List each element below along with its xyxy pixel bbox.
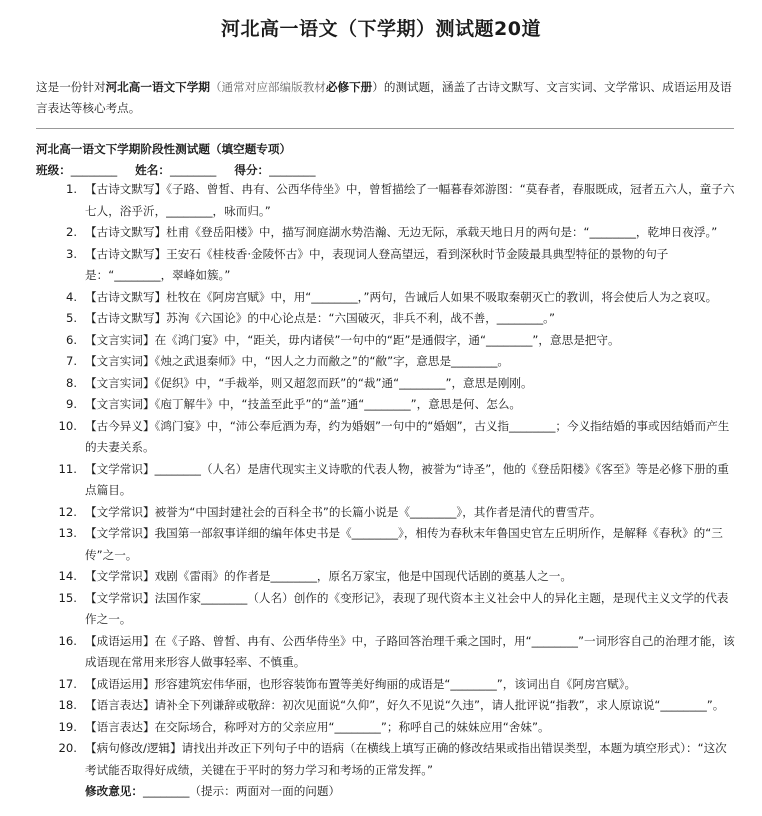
question-text: 【语言表达】请补全下列谦辞或敬辞：初次见面说“久仰”，好久不见说“久违”，请人批评说“指教”，求人原谅说“________”。 (85, 698, 725, 712)
question-number: 5. (65, 311, 77, 325)
question-list (36, 179, 736, 803)
question-number: 4. (65, 289, 77, 304)
question-number: 11. (58, 461, 77, 476)
question-text: 【文言实词】《促织》中，“手裁举，则又超忽而跃”的“裁”通“________”，意思是刚刚。 (85, 375, 533, 390)
question-number: 8. (65, 375, 77, 390)
fix-hint: （提示：两面对一面的问题） (189, 784, 341, 798)
question-text: 【文学常识】戏剧《雷雨》的作者是________，原名万家宝，他是中国现代话剧的奠基人之一。 (85, 569, 572, 583)
question-item (36, 674, 736, 696)
intro-bold-subject: 河北高一语文下学期 (105, 80, 210, 94)
class-blank: ________ (70, 163, 118, 177)
question-item (36, 330, 736, 352)
question-text: 【古诗文默写】杜甫《登岳阳楼》中，描写洞庭湖水势浩瀚、无边无际，承载天地日月的两句是：“________，乾坤日夜浮。” (85, 225, 718, 239)
question-item (36, 222, 736, 244)
question-item (36, 287, 736, 309)
fix-blank: ________ (142, 784, 190, 798)
section-title: 河北高一语文下学期阶段性测试题（填空题专项） (36, 142, 292, 156)
class-label: 班级： (36, 163, 71, 177)
question-item (36, 631, 736, 674)
score-blank: ________ (269, 163, 316, 177)
question-number: 7. (65, 354, 77, 368)
question-text: 【文学常识】法国作家________（人名）创作的《变形记》，表现了现代资本主义社会中人的异化主题，是现代主义文学的代表作之一。 (85, 590, 729, 626)
question-number: 2. (65, 225, 77, 239)
name-blank: ________ (169, 163, 217, 177)
question-item (36, 394, 736, 416)
question-text: 【文言实词】在《鸿门宴》中，“距关，毋内诸侯”一句中的“距”是通假字，通“________”，意思是把守。 (85, 332, 620, 347)
question-text: 【病句修改/逻辑】请找出并改正下列句子中的语病（在横线上填写正确的修改结果或指出错误类型，本题为填空形式）：“这次考试能否取得好成绩，关键在于平时的努力学习和考场的正常发挥。” (85, 741, 727, 777)
question-text: 【古诗文默写】《子路、曾皙、冉有、公西华侍坐》中，曾皙描绘了一幅暮春郊游图：“莫春者，春服既成，冠者五六人，童子六七人，浴乎沂，________，咏而归。” (85, 182, 735, 218)
question-number: 16. (58, 633, 77, 648)
question-text: 【文学常识】我国第一部叙事详细的编年体史书是《________》，相传为春秋末年鲁国史官左丘明所作，是解释《春秋》的“三传”之一。 (85, 526, 723, 562)
question-item (36, 566, 736, 588)
question-item (36, 717, 736, 739)
question-number: 20. (58, 741, 77, 755)
question-number: 18. (58, 698, 77, 712)
divider (36, 128, 734, 129)
intro-text: （通常对应部编版教材 (209, 80, 326, 94)
question-number: 9. (65, 397, 77, 411)
question-item (36, 373, 736, 395)
intro-text: 这是一份针对 (36, 80, 106, 94)
question-number: 15. (58, 590, 77, 605)
question-number: 6. (65, 332, 77, 347)
intro-bold-textbook: 必修下册 (325, 80, 373, 94)
question-item (36, 179, 736, 222)
question-item (36, 351, 736, 373)
question-text: 【文言实词】《庖丁解牛》中，“技盖至此乎”的“盖”通“________”，意思是何、怎么。 (85, 397, 522, 411)
question-number: 14. (58, 569, 77, 583)
question-item (36, 244, 736, 287)
question-number: 10. (58, 418, 77, 433)
question-text: 【成语运用】在《子路、曾皙、冉有、公西华侍坐》中，子路回答治理千乘之国时，用“________”一词形容自己的治理才能，该成语现在常用来形容人做事轻率、不慎重。 (85, 633, 735, 669)
question-text: 【古今异义】《鸿门宴》中，“沛公奉卮酒为寿，约为婚姻”一句中的“婚姻”，古义指________；今义指结婚的事或因结婚而产生的夫妻关系。 (85, 418, 730, 454)
question-text: 【文学常识】________（人名）是唐代现实主义诗歌的代表人物，被誉为“诗圣”，他的《登岳阳楼》《客至》等是必修下册的重点篇目。 (85, 461, 729, 497)
question-text: 【语言表达】在交际场合，称呼对方的父亲应用“________”；称呼自己的妹妹应用“舍妹”。 (85, 719, 550, 734)
question-item (36, 459, 736, 502)
question-text: 【古诗文默写】王安石《桂枝香·金陵怀古》中，表现词人登高望远，看到深秋时节金陵最具典型特征的景物的句子是：“________，翠峰如簇。” (85, 246, 669, 282)
question-text: 【古诗文默写】苏洵《六国论》的中心论点是：“六国破灭，非兵不利，战不善，________。” (85, 311, 555, 325)
question-number: 17. (58, 676, 77, 691)
question-item (36, 416, 736, 459)
fix-answer-row (85, 781, 736, 803)
question-number: 1. (65, 182, 77, 196)
question-number: 12. (58, 504, 77, 519)
question-item (36, 695, 736, 717)
intro-paragraph (36, 77, 736, 119)
question-text: 【文言实词】《烛之武退秦师》中，“因人之力而敝之”的“敝”字，意思是________。 (85, 354, 510, 368)
score-label: 得分： (234, 163, 270, 177)
question-item (36, 588, 736, 631)
fix-label: 修改意见： (85, 784, 143, 798)
page-title: 河北高一语文（下学期）测试题20道 (221, 18, 541, 40)
question-number: 13. (58, 526, 77, 540)
question-number: 19. (58, 719, 77, 734)
question-item (36, 523, 736, 566)
question-item (36, 308, 736, 330)
question-item (36, 738, 736, 781)
student-info-row (36, 162, 316, 178)
question-number: 3. (65, 246, 77, 261)
name-label: 姓名： (135, 163, 170, 177)
question-text: 【成语运用】形容建筑宏伟华丽，也形容装饰布置等美好绚丽的成语是“________”，该词出自《阿房宫赋》。 (85, 676, 637, 691)
question-item (36, 502, 736, 524)
question-text: 【文学常识】被誉为“中国封建社会的百科全书”的长篇小说是《________》，其作者是清代的曹雪芹。 (85, 504, 602, 519)
intro-text: ）的测试题，涵盖了古诗文默写、文言实词、文学常识、成语运用及语言表达等核心考点。 (36, 80, 732, 115)
question-text: 【古诗文默写】杜牧在《阿房宫赋》中，用“________，”两句，告诫后人如果不吸取秦朝灭亡的教训，将会使后人为之哀叹。 (85, 289, 718, 304)
